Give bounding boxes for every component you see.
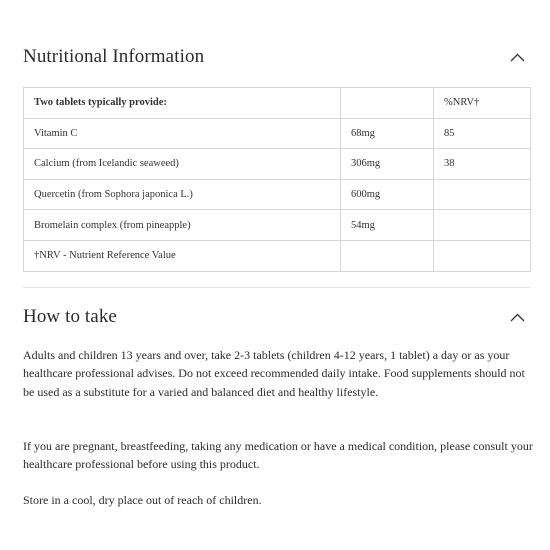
table-cell: 600mg	[341, 179, 434, 210]
nutrition-section-header[interactable]	[23, 42, 529, 72]
table-cell	[341, 88, 434, 119]
table-cell: 68mg	[341, 118, 434, 149]
chevron-up-icon	[510, 313, 525, 322]
table-cell: Vitamin C	[24, 118, 341, 149]
table-row	[24, 210, 531, 241]
nutrition-toggle-button[interactable]	[507, 47, 527, 67]
table-cell	[434, 210, 531, 241]
table-cell	[341, 240, 434, 271]
table-cell: Calcium (from Icelandic seaweed)	[24, 149, 341, 180]
how-to-take-paragraph: If you are pregnant, breastfeeding, taking any medication or have a medical condition, please consult your healthcare professional before using this product.	[23, 439, 533, 472]
table-cell: Bromelain complex (from pineapple)	[24, 210, 341, 241]
how-to-take-section-header[interactable]	[23, 302, 529, 332]
table-cell: 85	[434, 118, 531, 149]
table-row	[24, 149, 531, 180]
table-header-row	[24, 88, 531, 119]
table-row	[24, 240, 531, 271]
how-to-take-paragraph: Adults and children 13 years and over, take 2-3 tablets (children 4-12 years, 1 tablet) a day or as your healthcare professional advises. Do not exceed recommended daily intake. Food supplements should not be used as a substitute for a varied and balanced diet and healthy lifestyle.	[23, 348, 525, 399]
table-cell: Two tablets typically provide:	[24, 88, 341, 119]
nutrition-section-title: Nutritional Information	[23, 46, 205, 67]
how-to-take-toggle-button[interactable]	[507, 307, 527, 327]
how-to-take-paragraph: Store in a cool, dry place out of reach of children.	[23, 493, 262, 507]
table-row	[24, 118, 531, 149]
nutrition-table	[23, 87, 531, 272]
table-cell	[434, 179, 531, 210]
table-cell: 54mg	[341, 210, 434, 241]
how-to-take-section-title: How to take	[23, 306, 117, 327]
table-cell	[434, 240, 531, 271]
table-cell: 306mg	[341, 149, 434, 180]
section-divider	[23, 287, 530, 288]
table-cell: 38	[434, 149, 531, 180]
table-cell: Quercetin (from Sophora japonica L.)	[24, 179, 341, 210]
table-row	[24, 179, 531, 210]
chevron-up-icon	[510, 53, 525, 62]
table-cell: †NRV - Nutrient Reference Value	[24, 240, 341, 271]
table-cell: %NRV†	[434, 88, 531, 119]
